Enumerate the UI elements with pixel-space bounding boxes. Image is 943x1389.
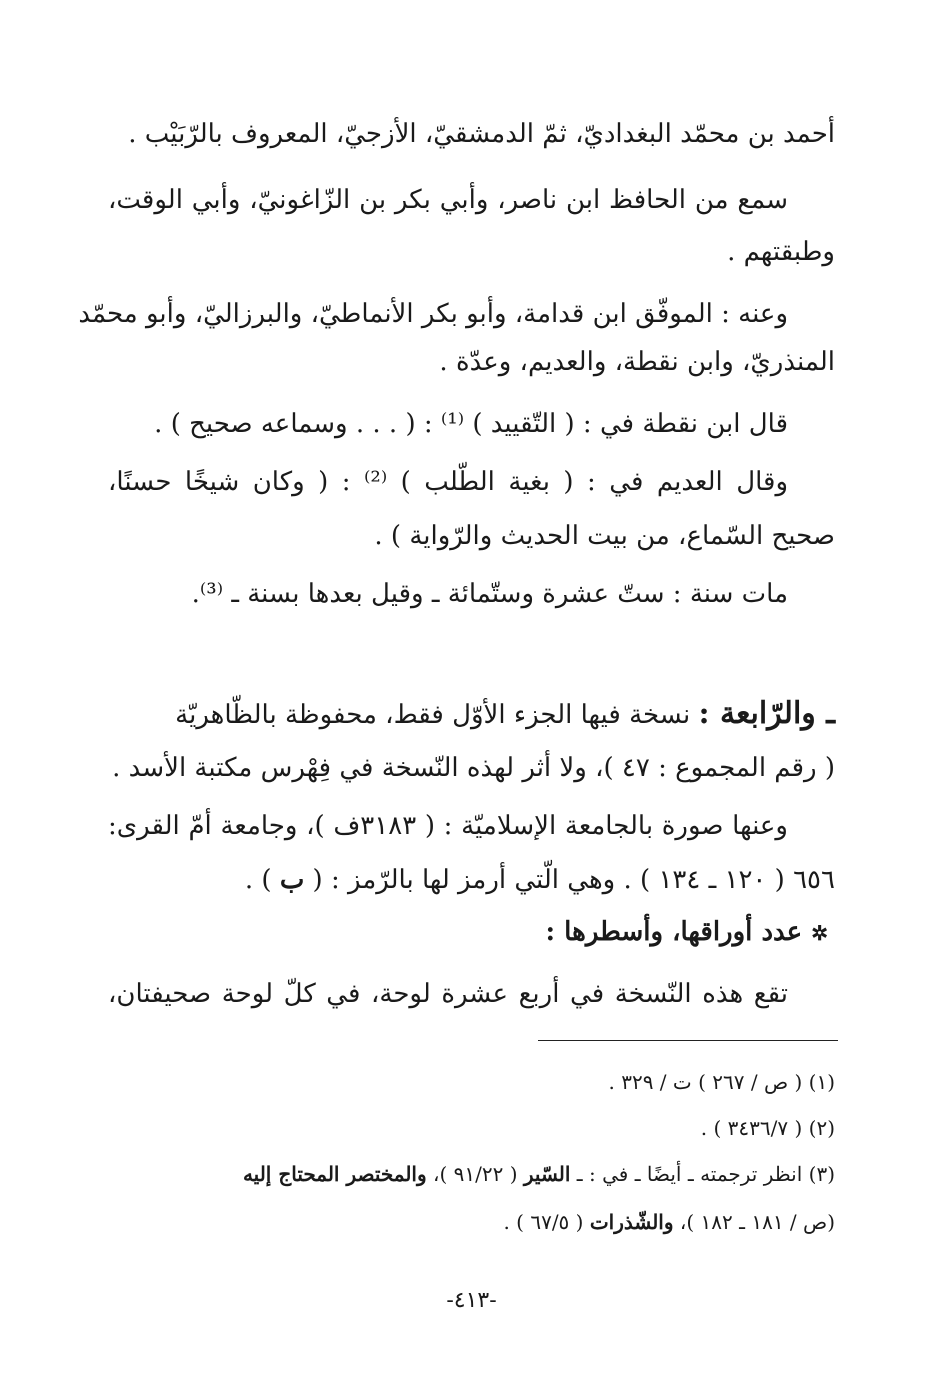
body-line-10 xyxy=(108,694,835,735)
body-line-13-post: ) . xyxy=(244,865,280,895)
section-lead: ـ والرّابعة : xyxy=(698,696,835,731)
footnote-3-ref-2: والمختصر المحتاج إليه xyxy=(242,1162,427,1186)
body-line-3: وطبقتهم . xyxy=(727,237,835,267)
body-line-2: سمع من الحافظ ابن ناصر، وأبي بكر بن الزّاغونيّ، وأبي الوقت، xyxy=(108,185,788,215)
footnote-4-post: ( ٦٧/٥ ) . xyxy=(503,1210,590,1234)
footnote-4-pre: (ص / ١٨١ ـ ١٨٢ )، xyxy=(673,1210,835,1234)
footnote-3-ref-3: والشّذرات xyxy=(589,1210,674,1234)
body-line-11: ( رقم المجموع : ٤٧ )، ولا أثر لهذه النّسخة في فِهْرس مكتبة الأسد . xyxy=(112,753,835,783)
body-line-9: مات سنة : ستّ عشرة وستّمائة ـ وقيل بعدها بسنة ـ ⁽³⁾. xyxy=(191,579,788,609)
asterism-icon: ✲ xyxy=(811,921,828,945)
body-line-10-rest: نسخة فيها الجزء الأوّل فقط، محفوظة بالظّاهريّة xyxy=(175,700,699,730)
body-line-6: قال ابن نقطة في : ( التّقييد ) ⁽¹⁾ : ( . . . وسماعه صحيح ) . xyxy=(154,409,788,439)
section-heading xyxy=(108,912,828,953)
body-line-13 xyxy=(108,860,835,900)
body-line-7: وقال العديم في : ( بغية الطّلب ) ⁽²⁾ : ( وكان شيخًا حسنًا، xyxy=(108,467,788,497)
footnote-3-pre: (٣) انظر ترجمته ـ أيضًا ـ في : ـ xyxy=(570,1162,835,1186)
section-heading-text: عدد أوراقها، وأسطرها : xyxy=(545,917,812,947)
body-line-13-pre: ٦٥٦ ( ١٢٠ ـ ١٣٤ ) . وهي الّتي أرمز لها بالرّمز : ( xyxy=(304,865,835,895)
body-line-14: تقع هذه النّسخة في أربع عشرة لوحة، في كلّ لوحة صحيفتان، xyxy=(108,979,788,1009)
body-line-5: المنذريّ، وابن نقطة، والعديم، وعدّة . xyxy=(439,347,835,377)
body-line-8: صحيح السّماع، من بيت الحديث والرّواية ) . xyxy=(374,521,835,551)
footnote-1: (١) ( ص / ٢٦٧ ) ت / ٣٢٩ . xyxy=(608,1070,835,1094)
footnote-3-mid: ( ٩١/٢٢ )، xyxy=(426,1162,524,1186)
footnote-divider xyxy=(538,1040,838,1041)
symbol-code: ب xyxy=(279,865,305,895)
body-line-12: وعنها صورة بالجامعة الإسلاميّة : ( ٣١٨٣ف )، وجامعة أمّ القرى: xyxy=(108,811,788,841)
footnote-3-ref-1: السّير xyxy=(523,1162,571,1186)
body-line-1: أحمد بن محمّد البغداديّ، ثمّ الدمشقيّ، الأزجيّ، المعروف بالرّبَيْب . xyxy=(128,119,835,149)
body-line-4: وعنه : الموفّق ابن قدامة، وأبو بكر الأنماطيّ، والبرزاليّ، وأبو محمّد xyxy=(78,299,788,329)
footnote-3-continued xyxy=(100,1206,835,1238)
footnote-3 xyxy=(100,1158,835,1190)
footnote-2: (٢) ( ٣٤٣٦/٧ ) . xyxy=(700,1116,835,1140)
page-number: -٤١٣- xyxy=(446,1288,497,1313)
